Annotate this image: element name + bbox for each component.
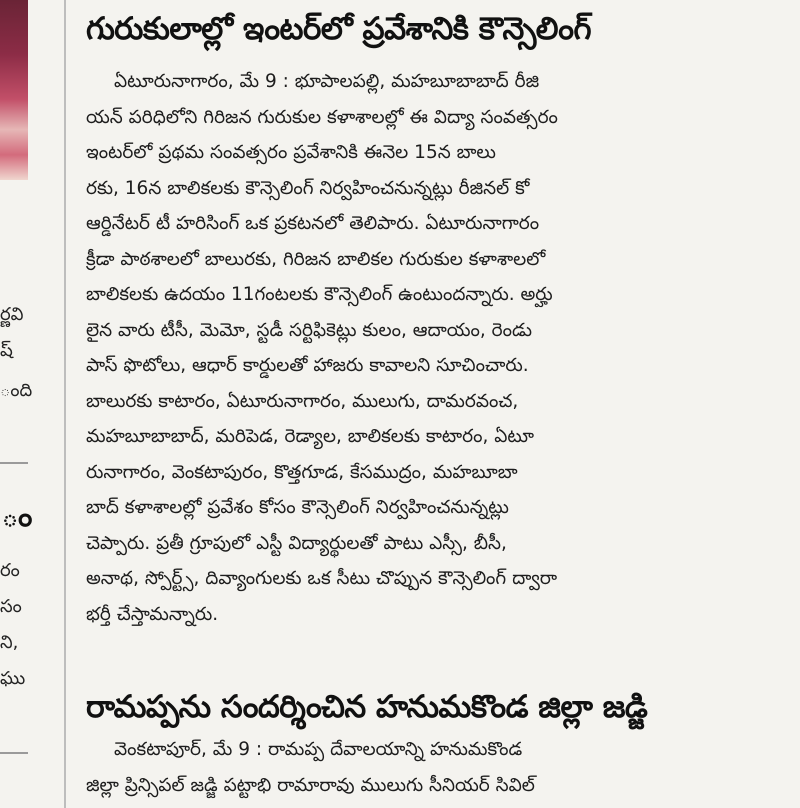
body-line: భర్తీ చేస్తామన్నారు. <box>86 603 219 625</box>
adjacent-text-fragment: సం <box>0 596 22 617</box>
body-line: చెప్పారు. ప్రతీ గ్రూపులో ఎస్టీ విద్యార్థులతో పాటు ఎస్సీ, బీసీ, <box>86 532 507 554</box>
adjacent-photo <box>0 0 28 180</box>
body-line: వెంకటాపూర్, మే 9 : రామప్ప దేవాలయాన్ని హనుమకొండ <box>114 739 523 760</box>
body-line: బాలికలకు ఉదయం 11గంటలకు కౌన్సెలింగ్ ఉంటుందన్నారు. అర్హు <box>86 284 553 305</box>
adjacent-divider <box>0 462 28 464</box>
adjacent-column <box>0 0 33 808</box>
article-headline: రామప్పను సందర్శించిన హనుమకొండ జిల్లా జడ్జి <box>86 689 648 725</box>
adjacent-text-fragment: రం <box>0 560 20 581</box>
article-judge-visit <box>86 684 786 803</box>
body-line: లైన వారు టీసీ, మెమో, స్టడీ సర్టిఫికెట్లు కులం, ఆదాయం, రెండు <box>86 319 533 341</box>
body-line: అనాథ, స్పోర్ట్స్, దివ్యాంగులకు ఒక సీటు చొప్పున కౌన్సెలింగ్ ద్వారా <box>86 568 558 589</box>
body-line: ఆర్డినేటర్ టీ హరిసింగ్ ఒక ప్రకటనలో తెలిపారు. ఏటూరునాగారం <box>86 213 540 234</box>
adjacent-headline-fragment: ం <box>2 500 33 533</box>
body-line: పాస్ ఫొటోలు, ఆధార్ కార్డులతో హాజరు కావాలని సూచించారు. <box>86 355 529 376</box>
body-line: రునాగారం, వెంకటాపురం, కొత్తగూడ, కేసముద్రం, మహబూబా <box>86 461 518 483</box>
body-line: రకు, 16న బాలికలకు కౌన్సెలింగ్ నిర్వహించనున్నట్లు రీజినల్ కో <box>86 177 530 199</box>
column-divider <box>64 0 66 808</box>
article-headline: గురుకులాల్లో ఇంటర్‌లో ప్రవేశానికి కౌన్సెలింగ్ <box>86 11 592 47</box>
adjacent-text-fragment: ని, <box>0 632 19 653</box>
article-body <box>86 732 786 803</box>
adjacent-text-fragment: ంది <box>0 380 33 401</box>
adjacent-divider <box>0 752 28 754</box>
adjacent-text-fragment: ఘు <box>0 668 26 689</box>
article-counselling <box>86 6 786 632</box>
adjacent-text-fragment: ర్ణవి <box>0 304 24 325</box>
body-line: ఇంటర్‌లో ప్రథమ సంవత్సరం ప్రవేశానికి ఈనెల 15న బాలు <box>86 142 496 163</box>
body-line: బాద్ కళాశాలల్లో ప్రవేశం కోసం కౌన్సెలింగ్ నిర్వహించనున్నట్లు <box>86 497 509 518</box>
body-line: బాలురకు కాటారం, ఏటూరునాగారం, ములుగు, దామరవంచ, <box>86 390 519 412</box>
body-line: ఏటూరునాగారం, మే 9 : భూపాలపల్లి, మహబూబాబాద్ రీజి <box>114 71 540 92</box>
body-line: జిల్లా ప్రిన్సిపల్ జడ్జి పట్టాభి రామారావు ములుగు సీనియర్ సివిల్ <box>86 774 535 796</box>
adjacent-text-fragment: ష్ <box>0 340 13 361</box>
article-body <box>86 64 786 632</box>
body-line: క్రీడా పాఠశాలలో బాలురకు, గిరిజన బాలికల గురుకుల కళాశాలలో <box>86 248 546 270</box>
body-line: మహబూబాబాద్, మరిపెడ, రెడ్యాల, బాలికలకు కాటారం, ఏటూ <box>86 426 535 447</box>
body-line: యన్ పరిధిలోని గిరిజన గురుకుల కళాశాలల్లో ఈ విద్యా సంవత్సరం <box>86 106 558 128</box>
